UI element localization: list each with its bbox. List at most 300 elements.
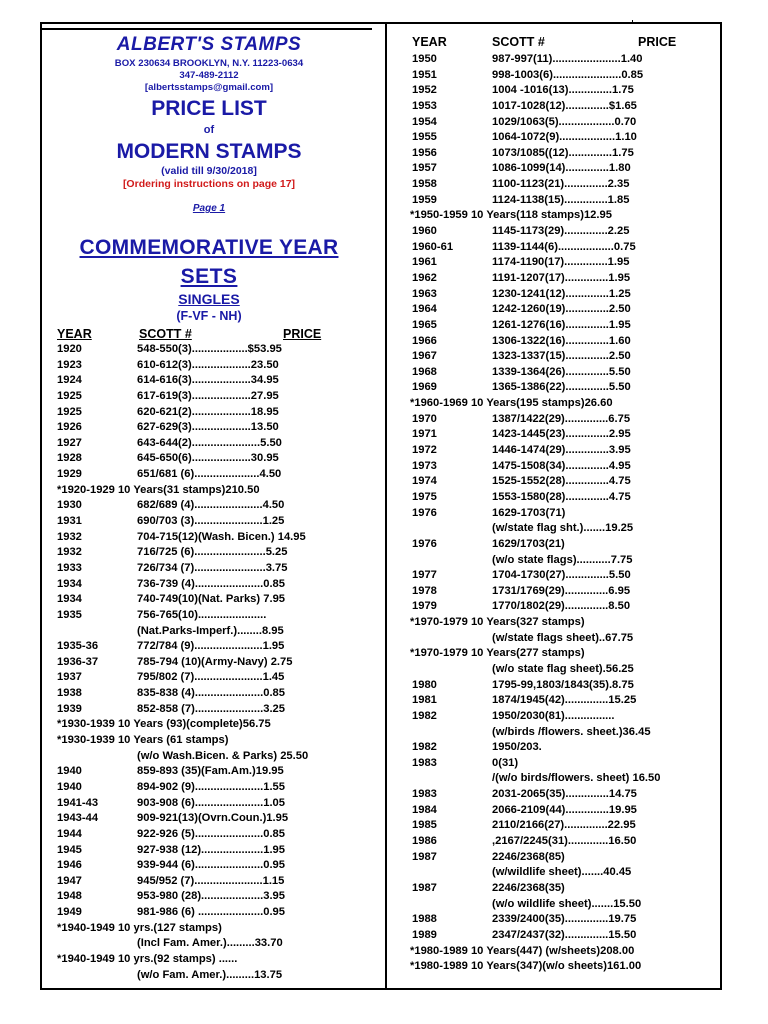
item-cell: 726/734 (7).......................3.75 [137,561,288,574]
list-item [412,490,712,506]
list-item [412,865,712,881]
item-cell: 548-550(3)..................$53.95 [137,343,282,355]
item-cell: (w/o state flags)...........7.75 [492,553,633,566]
item-cell: 953-980 (28)....................3.95 [137,890,285,903]
year-cell: 1975 [412,490,437,503]
list-item [57,405,357,421]
scott-header: SCOTT # [492,35,545,49]
year-cell: 1980 [412,678,437,691]
year-cell: 1976 [412,537,437,550]
item-cell: 1339-1364(26)..............5.50 [492,365,631,378]
item-cell: 1950/2030(81)................ [492,709,615,722]
list-item [412,756,712,772]
list-item [412,318,712,334]
list-item [57,514,357,530]
decade-total: *1970-1979 10 Years(277 stamps) [410,647,585,660]
list-item [412,99,712,115]
list-item [57,936,357,952]
item-cell: 1029/1063(5)..................0.70 [492,115,637,128]
year-cell: 1987 [412,850,437,863]
year-cell: 1949 [57,906,82,919]
item-cell: 1017-1028(12)..............$1.65 [492,99,637,112]
decade-total: *1950-1959 10 Years(118 stamps)12.95 [410,209,612,222]
item-cell: 645-650(6)...................30.95 [137,452,279,465]
year-cell: 1961 [412,256,437,269]
year-cell: 1962 [412,271,437,284]
item-cell: 1629/1703(21) [492,537,565,550]
item-cell: 859-893 (35)(Fam.Am.)19.95 [137,765,284,778]
list-item [57,498,357,514]
year-cell: 1963 [412,287,437,300]
list-item [57,358,357,374]
list-item [57,889,357,905]
item-cell: 682/689 (4)......................4.50 [137,499,285,512]
year-cell: 1934 [57,593,82,606]
list-item [57,827,357,843]
item-cell: 740-749(10)(Nat. Parks) 7.95 [137,593,286,606]
year-cell: 1982 [412,709,437,722]
item-cell: 1261-1276(16)..............1.95 [492,318,631,331]
list-item [57,843,357,859]
list-item [412,631,712,647]
list-item [412,834,712,850]
item-cell: 772/784 (9)......................1.95 [137,640,285,653]
list-item [57,624,357,640]
item-cell: 617-619(3)...................27.95 [137,389,279,402]
price-header: PRICE [638,35,677,49]
item-cell: 1874/1945(42)..............15.25 [492,694,637,707]
item-cell: (w/birds /flowers. sheet.)36.45 [492,725,651,738]
item-cell: 1230-1241(12)..............1.25 [492,287,631,300]
list-item [412,240,712,256]
year-cell: 1930 [57,499,82,512]
year-cell: 1934 [57,577,82,590]
year-cell: 1938 [57,687,82,700]
year-cell: 1945 [57,843,82,856]
year-cell: 1935-36 [57,640,99,653]
year-cell: 1952 [412,84,437,97]
list-item [412,334,712,350]
list-item [412,365,712,381]
item-cell: 1629-1703(71) [492,506,566,519]
list-item [412,130,712,146]
list-item [57,420,357,436]
item-cell: 756-765(10)...................... [137,608,267,621]
item-cell: (w/o state flag sheet).56.25 [492,662,634,675]
valid-date: (valid till 9/30/2018] [161,165,257,177]
year-cell: 1927 [57,436,82,449]
year-cell: 1984 [412,803,437,816]
list-item [412,771,712,787]
year-cell: 1928 [57,452,82,465]
list-item [412,193,712,209]
item-cell: /(w/o birds/flowers. sheet) 16.50 [492,772,661,785]
list-item [412,850,712,866]
list-item [57,389,357,405]
item-cell: 1770/1802(29)..............8.50 [492,600,631,613]
list-item [412,287,712,303]
item-cell: 1446-1474(29)..............3.95 [492,444,631,457]
list-item [57,561,357,577]
item-cell: (w/o Fam. Amer.).........13.75 [137,968,283,981]
list-item [412,693,712,709]
decade-total: *1980-1989 10 Years(447) (w/sheets)208.00 [410,944,635,957]
year-cell: 1960-61 [412,240,454,253]
item-cell: (w/o wildlife sheet).......15.50 [492,897,642,910]
list-item [412,568,712,584]
item-cell: 2246/2368(35) [492,881,565,894]
list-item [57,483,357,499]
list-item [412,271,712,287]
year-cell: 1936-37 [57,655,99,668]
list-item [412,146,712,162]
item-cell: 1100-1123(21)..............2.35 [492,178,630,191]
item-cell: 2246/2368(85) [492,850,565,863]
list-item [57,952,357,968]
year-cell: 1933 [57,561,82,574]
item-cell: 2347/2437(32)..............15.50 [492,928,637,941]
list-item [57,639,357,655]
list-item [57,764,357,780]
decade-total: *1920-1929 10 Years(31 stamps)210.50 [57,483,260,496]
list-item [412,709,712,725]
item-cell: 1387/1422(29)..............6.75 [492,412,631,425]
item-cell: 909-921(13)(Ovrn.Coun.)1.95 [137,812,289,825]
year-cell: 1972 [412,444,437,457]
list-item [57,451,357,467]
year-cell: 1964 [412,303,437,316]
item-cell: (Incl Fam. Amer.).........33.70 [137,937,283,950]
list-item [412,803,712,819]
item-cell: 1525-1552(28)..............4.75 [492,475,631,488]
item-cell: 690/703 (3)......................1.25 [137,515,285,528]
list-item [412,584,712,600]
item-cell: 651/681 (6).....................4.50 [137,468,282,481]
item-cell: 1174-1190(17)..............1.95 [492,256,630,269]
year-cell: 1968 [412,365,437,378]
list-item [412,161,712,177]
list-item [57,811,357,827]
left-column-header [57,327,332,342]
item-cell: 945/952 (7)......................1.15 [137,874,285,887]
list-item [412,474,712,490]
item-cell: 1073/1085((12)..............1.75 [492,146,634,159]
year-header: YEAR [57,327,92,341]
year-cell: 1986 [412,835,437,848]
business-phone: 347-489-2112 [179,70,239,81]
item-cell: 1795-99,1803/1843(35).8.75 [492,678,634,691]
item-cell: 716/725 (6).......................5.25 [137,546,288,559]
year-cell: 1951 [412,68,437,81]
decade-total: *1940-1949 10 yrs.(92 stamps) ...... [57,952,238,965]
list-item [57,921,357,937]
grade-note: (F-VF - NH) [176,309,242,323]
list-item [57,467,357,483]
year-cell: 1981 [412,694,437,707]
year-cell: 1967 [412,350,437,363]
item-cell: 704-715(12)(Wash. Bicen.) 14.95 [137,530,306,543]
item-cell: 2110/2166(27)..............22.95 [492,819,636,832]
list-item [412,678,712,694]
year-cell: 1979 [412,600,437,613]
list-item [412,599,712,615]
list-item [412,83,712,99]
list-item [57,796,357,812]
year-cell: 1978 [412,584,437,597]
list-item [412,881,712,897]
list-item [412,787,712,803]
decade-total: *1940-1949 10 yrs.(127 stamps) [57,921,222,934]
year-cell: 1959 [412,193,437,206]
list-item [412,52,712,68]
year-cell: 1976 [412,506,437,519]
decade-total: *1930-1939 10 Years (93)(complete)56.75 [57,718,271,731]
item-cell: 835-838 (4)......................0.85 [137,687,285,700]
item-cell: 852-858 (7)......................3.25 [137,702,285,715]
year-cell: 1955 [412,131,437,144]
list-item [412,928,712,944]
year-cell: 1970 [412,412,437,425]
item-cell: 610-612(3)...................23.50 [137,358,279,371]
item-cell: 939-944 (6)......................0.95 [137,859,285,872]
item-cell: ,2167/2245(31).............16.50 [492,835,637,848]
list-item [57,530,357,546]
list-item [412,177,712,193]
list-item [412,427,712,443]
year-cell: 1983 [412,756,437,769]
year-cell: 1982 [412,741,437,754]
list-item [412,396,712,412]
list-item [412,740,712,756]
year-cell: 1947 [57,874,82,887]
year-cell: 1966 [412,334,437,347]
corner-mark [632,20,633,24]
list-item [412,944,712,960]
year-cell: 1926 [57,421,82,434]
list-item [412,208,712,224]
item-cell: 1950/203. [492,741,542,754]
list-item [412,506,712,522]
list-item [412,537,712,553]
item-cell: 1704-1730(27)..............5.50 [492,569,631,582]
right-column-header [412,35,687,50]
list-item [412,959,712,975]
year-cell: 1924 [57,374,82,387]
year-cell: 1944 [57,827,82,840]
list-item [57,342,357,358]
list-item [412,443,712,459]
year-cell: 1939 [57,702,82,715]
item-cell: 1731/1769(29)..............6.95 [492,584,631,597]
list-item [57,592,357,608]
item-cell: 1323-1337(15)..............2.50 [492,350,631,363]
year-cell: 1931 [57,515,82,528]
section-title-line1: COMMEMORATIVE YEAR [79,236,339,259]
year-cell: 1941-43 [57,796,99,809]
list-item [57,858,357,874]
item-cell: 2066-2109(44)..............19.95 [492,803,637,816]
item-cell: 894-902 (9)......................1.55 [137,780,285,793]
item-cell: 1124-1138(15)..............1.85 [492,193,630,206]
year-cell: 1946 [57,859,82,872]
item-cell: 1423-1445(23)..............2.95 [492,428,631,441]
left-price-list [57,342,357,983]
list-item [412,646,712,662]
year-cell: 1977 [412,569,437,582]
item-cell: 1306-1322(16)..............1.60 [492,334,631,347]
item-cell: 795/802 (7)......................1.45 [137,671,285,684]
item-cell: 1145-1173(29)..............2.25 [492,225,630,238]
year-cell: 1953 [412,99,437,112]
year-cell: 1974 [412,475,437,488]
item-cell: 1553-1580(28)..............4.75 [492,490,631,503]
year-header: YEAR [412,35,447,49]
list-item [412,897,712,913]
year-cell: 1925 [57,389,82,402]
scott-header: SCOTT # [139,327,192,341]
item-cell: 0(31) [492,756,519,769]
title-of: of [203,124,215,136]
year-cell: 1987 [412,881,437,894]
year-cell: 1956 [412,146,437,159]
year-cell: 1950 [412,53,437,65]
year-cell: 1957 [412,162,437,175]
list-item [57,968,357,984]
year-cell: 1925 [57,405,82,418]
year-cell: 1988 [412,913,437,926]
list-item [57,577,357,593]
year-cell: 1937 [57,671,82,684]
year-cell: 1940 [57,780,82,793]
decade-total: *1960-1969 10 Years(195 stamps)26.60 [410,397,613,410]
year-cell: 1971 [412,428,437,441]
item-cell: 922-926 (5)......................0.85 [137,827,285,840]
list-item [412,380,712,396]
item-cell: 1139-1144(6)..................0.75 [492,240,636,253]
item-cell: 620-621(2)...................18.95 [137,405,279,418]
item-cell: 2031-2065(35)..............14.75 [492,788,637,801]
item-cell: 927-938 (12)....................1.95 [137,843,285,856]
item-cell: 1004 -1016(13)..............1.75 [492,84,634,97]
list-item [57,436,357,452]
item-cell: 643-644(2)......................5.50 [137,436,282,449]
item-cell: (Nat.Parks-Imperf.)........8.95 [137,624,284,637]
year-cell: 1948 [57,890,82,903]
list-item [57,749,357,765]
item-cell: 903-908 (6)......................1.05 [137,796,285,809]
year-cell: 1965 [412,318,437,331]
year-cell: 1969 [412,381,437,394]
item-cell: 1086-1099(14)..............1.80 [492,162,631,175]
list-item [57,670,357,686]
year-cell: 1932 [57,546,82,559]
right-price-list [412,52,712,975]
list-item [412,302,712,318]
year-cell: 1973 [412,459,437,472]
year-cell: 1935 [57,608,82,621]
item-cell: 987-997(11)......................1.40 [492,53,643,65]
top-rule [42,28,372,30]
section-title-line2: SETS [180,265,238,288]
year-cell: 1932 [57,530,82,543]
ordering-instructions: [Ordering instructions on page 17] [122,178,296,190]
decade-total: *1930-1939 10 Years (61 stamps) [57,734,229,747]
business-address: BOX 230634 BROOKLYN, N.Y. 11223-0634 [114,58,304,69]
list-item [57,686,357,702]
item-cell: 1191-1207(17)..............1.95 [492,271,631,284]
item-cell: (w/state flag sht.).......19.25 [492,522,634,535]
item-cell: 981-986 (6) .....................0.95 [137,906,285,919]
list-item [57,780,357,796]
year-cell: 1958 [412,178,437,191]
list-item [412,459,712,475]
item-cell: (w/state flags sheet)..67.75 [492,631,634,644]
item-cell: 614-616(3)...................34.95 [137,374,279,387]
business-email: [albertsstamps@gmail.com] [144,82,274,93]
singles-heading: SINGLES [178,291,240,307]
list-item [412,912,712,928]
list-item [57,655,357,671]
list-item [57,717,357,733]
year-cell: 1943-44 [57,812,99,825]
list-item [57,905,357,921]
item-cell: 785-794 (10)(Army-Navy) 2.75 [137,655,293,668]
list-item [57,874,357,890]
item-cell: 1365-1386(22)..............5.50 [492,381,631,394]
list-item [412,818,712,834]
decade-total: *1970-1979 10 Years(327 stamps) [410,616,585,629]
year-cell: 1983 [412,788,437,801]
item-cell: 2339/2400(35)..............19.75 [492,913,637,926]
item-cell: (w/wildlife sheet).......40.45 [492,866,632,879]
list-item [412,615,712,631]
item-cell: 1064-1072(9)..................1.10 [492,131,637,144]
item-cell: 1475-1508(34)..............4.95 [492,459,631,472]
list-item [412,224,712,240]
item-cell: 627-629(3)...................13.50 [137,421,279,434]
list-item [412,349,712,365]
year-cell: 1923 [57,358,82,371]
price-list-title: PRICE LIST [151,97,267,120]
list-item [57,608,357,624]
list-item [57,733,357,749]
modern-stamps-title: MODERN STAMPS [116,140,302,163]
list-item [412,68,712,84]
list-item [412,115,712,131]
year-cell: 1929 [57,468,82,481]
list-item [412,662,712,678]
list-item [412,255,712,271]
year-cell: 1954 [412,115,437,128]
list-item [412,521,712,537]
year-cell: 1920 [57,343,82,355]
list-item [57,702,357,718]
price-header: PRICE [283,327,322,341]
year-cell: 1940 [57,765,82,778]
list-item [57,545,357,561]
column-divider [385,24,387,988]
item-cell: 736-739 (4)......................0.85 [137,577,285,590]
item-cell: (w/o Wash.Bicen. & Parks) 25.50 [137,749,309,762]
year-cell: 1985 [412,819,437,832]
list-item [57,373,357,389]
year-cell: 1989 [412,928,437,941]
business-name: ALBERT'S STAMPS [116,34,302,55]
page-number: Page 1 [192,203,226,214]
decade-total: *1980-1989 10 Years(347)(w/o sheets)161.00 [410,960,642,973]
list-item [412,553,712,569]
year-cell: 1960 [412,225,437,238]
